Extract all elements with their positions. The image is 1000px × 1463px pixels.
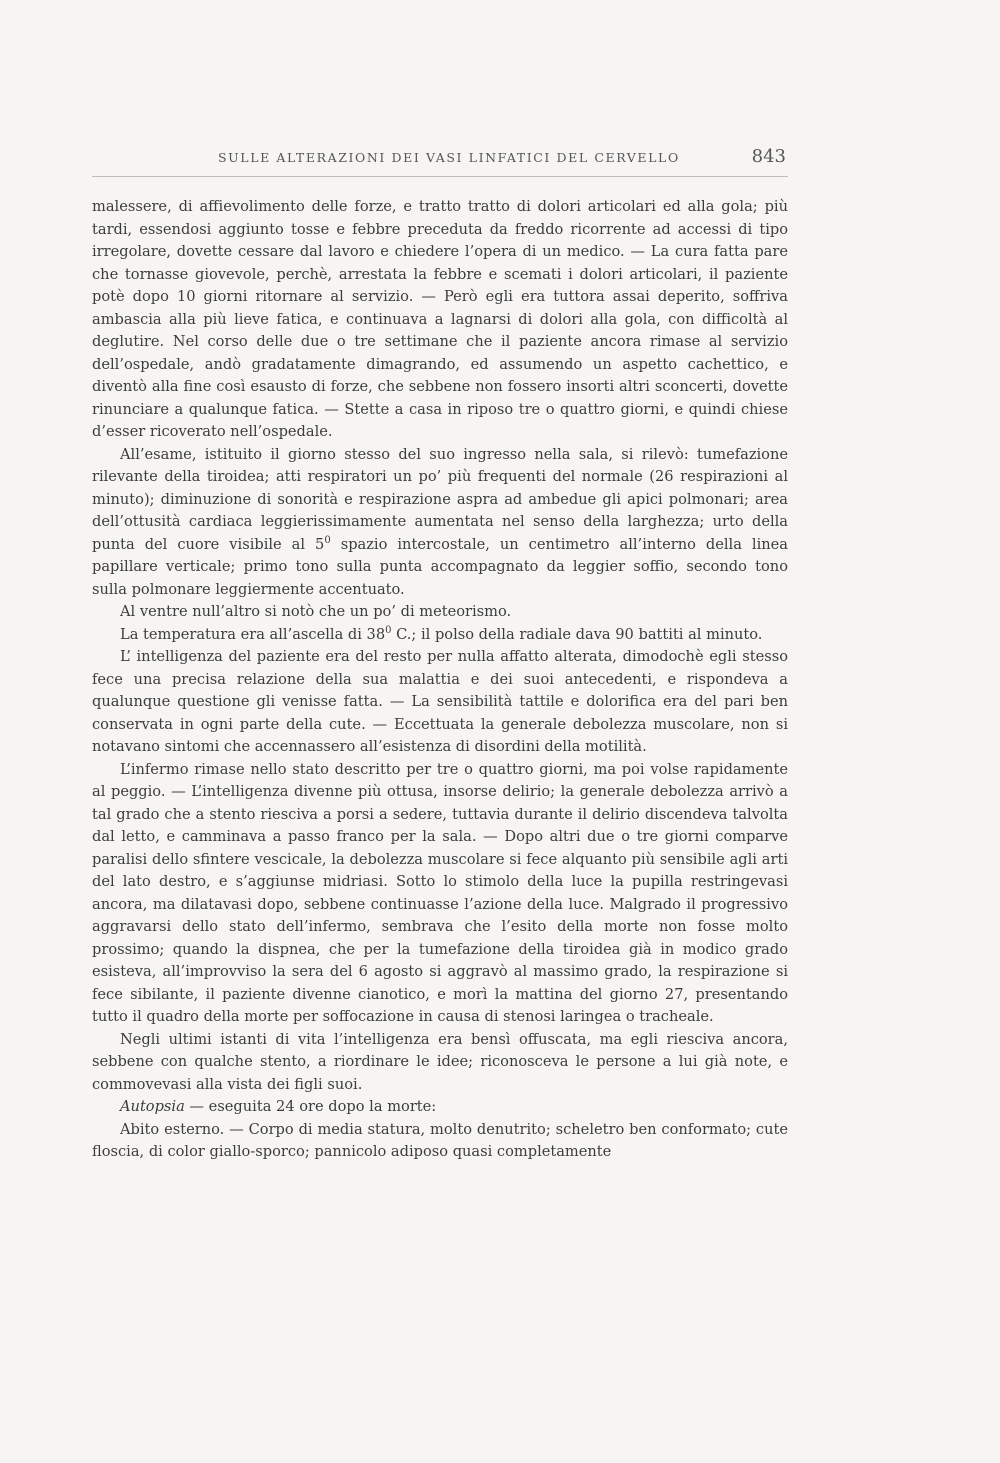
paragraph-3: Al ventre null’altro si notò che un po’ di meteorismo. — [120, 603, 512, 620]
paragraph-4-text: La temperatura era all’ascella di 38 — [120, 625, 386, 643]
autopsy-heading: Autopsia — [120, 1098, 185, 1115]
paragraph-6: L’infermo rimase nello stato descritto per tre o quattro giorni, ma poi volse rapidamente al peggio. — L’intelligenza divenne più ottusa, insorse delirio; la generale debolezza arrivò a tal grado che a stento riesciva a porsi a sedere, tuttavia durante il delirio discendeva talvolta dal letto, e camminava a passo franco per la sala. — Dopo altri due o tre giorni comparve paralisi dello sfintere vescicale, la debolezza muscolare si fece alquanto più sensibile agli arti del lato destro, e s’aggiunse midriasi. Sotto lo stimolo della luce la pupilla restringevasi ancora, ma dilatavasi dopo, sebbene continuasse l’azione della luce. Malgrado il progressivo aggravarsi dello stato dell’infermo, sembrava che l’esito della morte non fosse molto prossimo; quando la dispnea, che per la tumefazione della tiroidea già in modico grado esisteva, all’improvviso la sera del 6 agosto si aggravò al massimo grado, la respirazione si fece sibilante, il paziente divenne cianotico, e morì la mattina del giorno 27, presentando tutto il quadro della morte per soffocazione in causa di stenosi laringea o tracheale. — [92, 760, 788, 1025]
paragraph-1: malessere, di affievolimento delle forze, e tratto tratto di dolori articolari ed alla gola; più tardi, essendosi aggiunto tosse e febbre preceduta da freddo ricorrente ad accessi di tipo irregolare, dovette cessare dal lavoro e chiedere l’opera di un medico. — La cura fatta pare che tornasse giovevole, perchè, arrestata la febbre e scemati i dolori articolari, il paziente potè dopo 10 giorni ritornare al servizio. — Però egli era tuttora assai deperito, soffriva ambascia alla più lieve fatica, e continuava a lagnarsi di dolori alla gola, con difficoltà al deglutire. Nel corso delle due o tre settimane che il paziente ancora rimase al servizio dell’ospedale, andò gradatamente dimagrando, ed assumendo un aspetto cachettico, e diventò alla fine così esausto di forze, che sebbene non fossero insorti altri sconcerti, dovette rinunciare a qualunque fatica. — Stette a casa in riposo tre o quattro giorni, e quindi chiese d’esser ricoverato nell’ospedale. — [92, 198, 788, 440]
degree-superscript: 0 — [324, 534, 331, 546]
paragraph-5: L’ intelligenza del paziente era del resto per nulla affatto alterata, dimodochè egli stesso fece una precisa relazione della sua malattia e dei suoi antecedenti, e rispondeva a qualunque questione gli venisse fatta. — La sensibilità tattile e dolorifica era del pari ben conservata in ogni parte della cute. — Eccettuata la generale debolezza muscolare, non si notavano sintomi che accennassero all’esistenza di disordini della motilità. — [92, 648, 788, 755]
paragraph-8 — [92, 1096, 788, 1119]
body-text — [92, 196, 788, 1164]
temperature-degree-superscript: 0 — [385, 624, 392, 636]
autopsy-heading-tail: — eseguita 24 ore dopo la morte: — [184, 1098, 437, 1115]
page-header — [92, 148, 788, 177]
page-number: 843 — [751, 146, 786, 167]
paragraph-4 — [92, 624, 788, 647]
paragraph-2 — [92, 444, 788, 602]
paragraph-7: Negli ultimi istanti di vita l’intelligenza era bensì offuscata, ma egli riesciva ancora, sebbene con qualche stento, a riordinare le idee; riconosceva le persone a lui già note, e commovevasi alla vista dei figli suoi. — [92, 1030, 788, 1093]
running-title: SULLE ALTERAZIONI DEI VASI LINFATICI DEL CERVELLO — [218, 150, 680, 165]
paragraph-2-text: All’esame, istituito il giorno stesso del suo ingresso nella sala, si rilevò: tumefazione rilevante della tiroidea; atti respiratori un po’ più frequenti del normale (26 respirazioni al minuto); diminuzione di sonorità e respirazione aspra ad ambedue gli apici polmonari; area dell’ottusità cardiaca leggierissimamente aumentata nel senso della larghezza; urto della punta del cuore visibile al 5 — [92, 445, 788, 553]
paragraph-4-tail: C.; il polso della radiale dava 90 battiti al minuto. — [391, 625, 763, 643]
paragraph-9: Abito esterno. — Corpo di media statura, molto denutrito; scheletro ben conformato; cute floscia, di color giallo-sporco; pannicolo adiposo quasi completamente — [92, 1120, 788, 1160]
paragraph-2-tail: spazio intercostale, un centimetro all’interno della linea papillare verticale; primo tono sulla punta accompagnato da leggier soffio, secondo tono sulla polmonare leggiermente accentuato. — [92, 535, 788, 598]
